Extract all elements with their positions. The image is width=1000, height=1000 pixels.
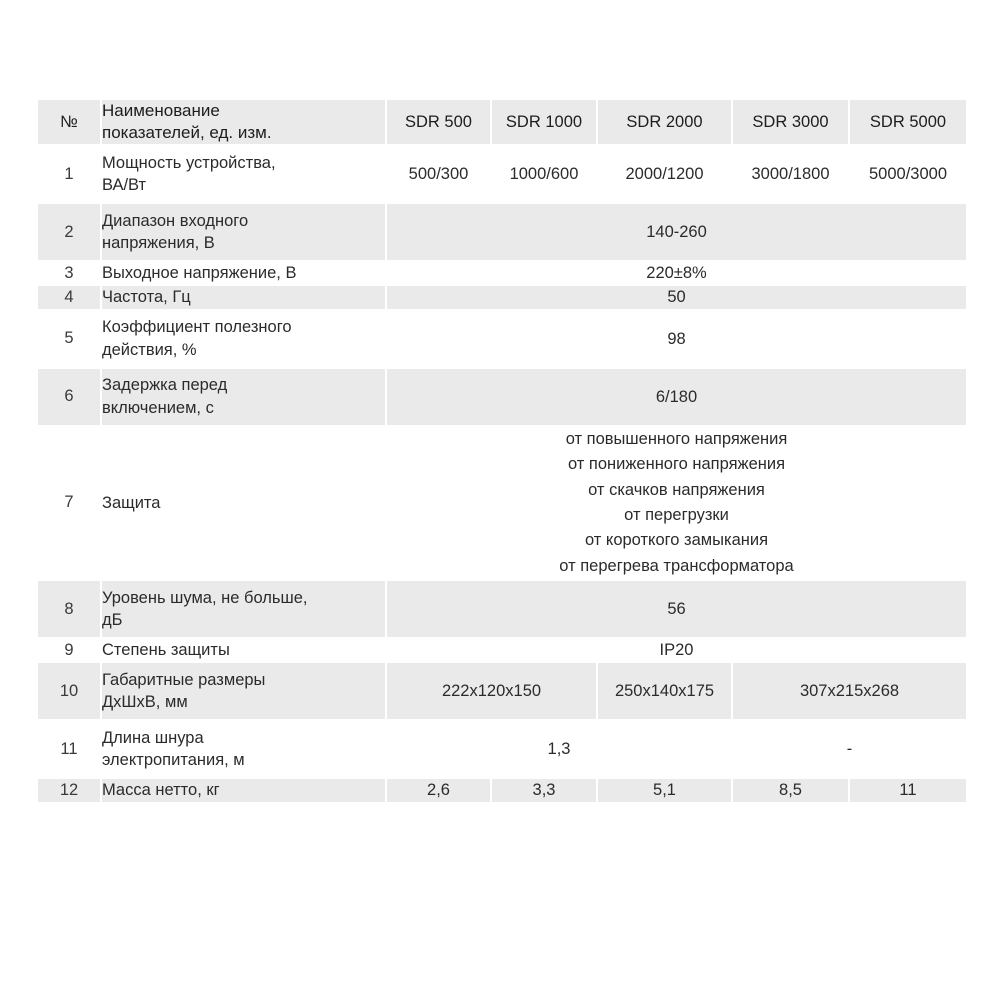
- table-row: [38, 286, 966, 308]
- row-label-line1: Коэффициент полезного: [102, 318, 292, 337]
- cell-value: 11: [850, 779, 966, 801]
- column-header-parameter-name-line2: показателей, ед. изм.: [102, 123, 272, 143]
- protection-item: от перегрузки: [624, 505, 729, 524]
- row-number: 7: [38, 427, 100, 579]
- column-header-parameter-name-line1: Наименование: [102, 101, 220, 120]
- row-label: [102, 204, 385, 260]
- cell-value-group: 307x215x268: [733, 663, 966, 719]
- row-label-line2: ДхШхВ, мм: [102, 693, 188, 712]
- table-row: [38, 581, 966, 637]
- table-row: [38, 146, 966, 202]
- spec-table-container: [36, 98, 962, 804]
- cell-value-merged: 220±8%: [387, 262, 966, 284]
- row-number: 4: [38, 286, 100, 308]
- row-label: [102, 146, 385, 202]
- row-label: Масса нетто, кг: [102, 779, 385, 801]
- cell-value-merged: 50: [387, 286, 966, 308]
- cell-value-group: 250x140x175: [598, 663, 731, 719]
- cell-value: 500/300: [387, 146, 490, 202]
- cell-value: 2000/1200: [598, 146, 731, 202]
- row-label: [102, 721, 385, 777]
- cell-value: 8,5: [733, 779, 848, 801]
- cell-value-merged: 140-260: [387, 204, 966, 260]
- table-header-row: [38, 100, 966, 144]
- table-row: [38, 311, 966, 367]
- cell-value-group: 222x120x150: [387, 663, 596, 719]
- column-header-sdr-2000: SDR 2000: [598, 100, 731, 144]
- cell-value-merged: 98: [387, 311, 966, 367]
- row-label-line2: электропитания, м: [102, 751, 245, 770]
- cell-value: 5000/3000: [850, 146, 966, 202]
- cell-value-pair: 1,3: [387, 721, 731, 777]
- table-row: [38, 204, 966, 260]
- table-row: [38, 721, 966, 777]
- cell-value: 2,6: [387, 779, 490, 801]
- row-label-line1: Мощность устройства,: [102, 153, 276, 172]
- column-header-number: №: [38, 100, 100, 144]
- table-row: [38, 262, 966, 284]
- row-label: Выходное напряжение, В: [102, 262, 385, 284]
- row-number: 5: [38, 311, 100, 367]
- row-label-line2: напряжения, В: [102, 234, 215, 253]
- row-number: 3: [38, 262, 100, 284]
- protection-item: от перегрева трансформатора: [559, 556, 794, 575]
- row-label-line2: действия, %: [102, 340, 197, 359]
- row-number: 1: [38, 146, 100, 202]
- protection-item: от скачков напряжения: [588, 480, 765, 499]
- column-header-sdr-5000: SDR 5000: [850, 100, 966, 144]
- cell-value: 5,1: [598, 779, 731, 801]
- row-label-line1: Габаритные размеры: [102, 671, 266, 690]
- cell-value: 1000/600: [492, 146, 596, 202]
- column-header-sdr-500: SDR 500: [387, 100, 490, 144]
- row-label: [102, 581, 385, 637]
- protection-item: от повышенного напряжения: [565, 429, 788, 448]
- protection-item: от короткого замыкания: [584, 531, 769, 550]
- table-row: [38, 663, 966, 719]
- row-label: [102, 663, 385, 719]
- row-label-line2: дБ: [102, 611, 123, 630]
- row-number: 11: [38, 721, 100, 777]
- row-number: 9: [38, 639, 100, 661]
- row-label: Частота, Гц: [102, 286, 385, 308]
- row-number: 6: [38, 369, 100, 425]
- cell-value-pair: -: [733, 721, 966, 777]
- row-label-line1: Уровень шума, не больше,: [102, 588, 308, 607]
- row-label-line2: ВА/Вт: [102, 176, 147, 195]
- column-header-parameter-name: [102, 100, 385, 144]
- row-label: Защита: [102, 427, 385, 579]
- row-number: 12: [38, 779, 100, 801]
- row-label: [102, 311, 385, 367]
- row-number: 8: [38, 581, 100, 637]
- table-row: [38, 369, 966, 425]
- cell-value: 3000/1800: [733, 146, 848, 202]
- row-label-line2: включением, с: [102, 398, 214, 417]
- column-header-sdr-1000: SDR 1000: [492, 100, 596, 144]
- specifications-table: [36, 98, 968, 804]
- table-row: [38, 427, 966, 579]
- column-header-sdr-3000: SDR 3000: [733, 100, 848, 144]
- table-row: [38, 639, 966, 661]
- row-label: [102, 369, 385, 425]
- row-label-line1: Задержка перед: [102, 376, 228, 395]
- row-label-line1: Диапазон входного: [102, 211, 249, 230]
- cell-value-protection-list: [387, 427, 966, 579]
- cell-value-merged: IP20: [387, 639, 966, 661]
- row-label: Степень защиты: [102, 639, 385, 661]
- row-number: 10: [38, 663, 100, 719]
- protection-item: от пониженного напряжения: [567, 455, 786, 474]
- row-label-line1: Длина шнура: [102, 729, 204, 748]
- row-number: 2: [38, 204, 100, 260]
- cell-value-merged: 6/180: [387, 369, 966, 425]
- cell-value: 3,3: [492, 779, 596, 801]
- protection-list: [387, 427, 966, 579]
- table-row: [38, 779, 966, 801]
- cell-value-merged: 56: [387, 581, 966, 637]
